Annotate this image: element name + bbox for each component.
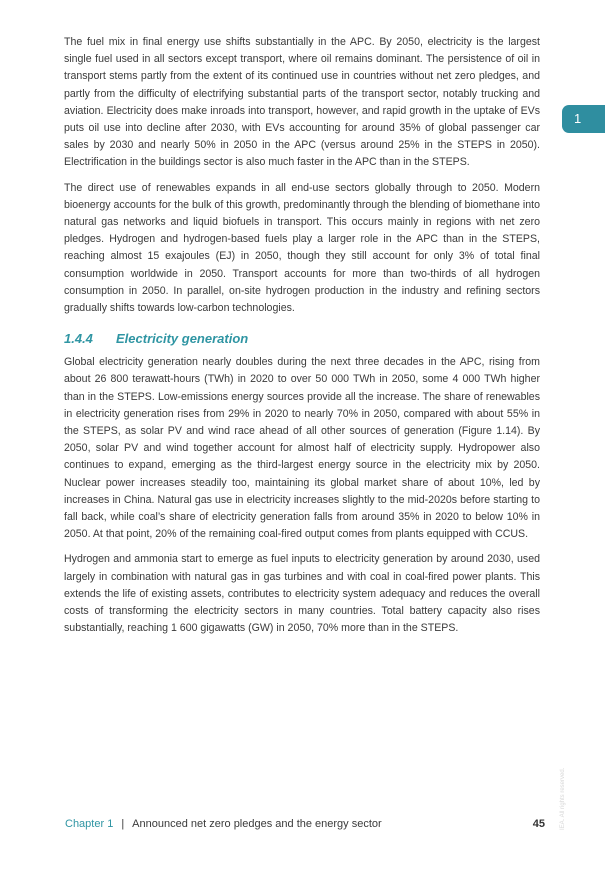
section-title: Electricity generation [116,331,249,347]
chapter-tab: 1 [562,105,605,133]
watermark: IEA. All rights reserved. [560,767,566,830]
page-body [64,34,540,646]
footer-chapter: Chapter 1 [65,818,114,830]
section-heading [64,331,540,346]
paragraph-fuel-mix: The fuel mix in final energy use shifts substantially in the APC. By 2050, electricity is the largest single fuel used in all sectors except transport, where oil remains dominant. The persistence of oil in transport stems partly from the extent of its continued use in countries without net zero pledges, and partly from the difficulty of electrifying substantial parts of the transport sector, notably trucking and aviation. Electricity does make inroads into transport, however, and rapid growth in the uptake of EVs puts oil use into decline after 2030, with EVs accounting for around 35% of global passenger car sales by 2030 and nearly 50% in 2050 in the APC (versus around 25% in the STEPS in 2050). Electrification in the buildings sector is also much faster in the APC than in the STEPS. [64,36,540,169]
paragraph-hydrogen-ammonia: Hydrogen and ammonia start to emerge as fuel inputs to electricity generation by around 2030, used largely in combination with natural gas in gas turbines and with coal in coal-fired power plants. This extends the life of existing assets, contributes to electricity system adequacy and reduces the overall costs of transforming the electricity sectors in many countries. Total battery capacity also rises substantially, reaching 1 600 gigawatts (GW) in 2050, 70% more than in the STEPS. [64,553,540,635]
footer-separator: | [121,818,125,830]
paragraph-renewables: The direct use of renewables expands in all end-use sectors globally through to 2050. Modern bioenergy accounts for the bulk of this growth, predominantly through the blending of biomethane into natural gas networks and liquid biofuels in transport. This occurs mainly in regions with net zero pledges. Hydrogen and hydrogen-based fuels play a larger role in the APC than in the STEPS, reaching almost 15 exajoules (EJ) in 2050, though they still account for only 3% of total final consumption worldwide in 2050. Transport accounts for more than two-thirds of all hydrogen consumption in 2050. In parallel, on-site hydrogen production in the industry and refining sectors gradually shifts towards low-carbon technologies. [64,181,540,315]
page-number: 45 [532,818,545,830]
paragraph-electricity-generation: Global electricity generation nearly doubles during the next three decades in the APC, rising from about 26 800 terawatt-hours (TWh) in 2020 to over 50 000 TWh in 2050, some 4 000 TWh higher than in the STEPS. Low-emissions energy sources provide all the increase. The share of renewables in electricity generation rises from 29% in 2020 to nearly 70% in 2050, compared with about 55% in the STEPS, as solar PV and wind race ahead of all other sources of generation (Figure 1.14). By 2050, solar PV and wind together account for almost half of electricity supply. Hydropower also continues to expand, emerging as the third-largest energy source in the electricity mix by 2050. Nuclear power increases steadily too, maintaining its global market share of about 10%, led by increases in China. Natural gas use in electricity increases slightly to the mid-2020s before starting to fall back, while coal’s share of electricity generation falls from around 35% in 2020 to below 10% in 2050. At that point, 20% of the remaining coal-fired output comes from plants equipped with CCUS. [64,356,540,541]
footer-title: Announced net zero pledges and the energy sector [132,818,382,830]
section-number: 1.4.4 [64,331,93,347]
page-footer [65,818,545,830]
